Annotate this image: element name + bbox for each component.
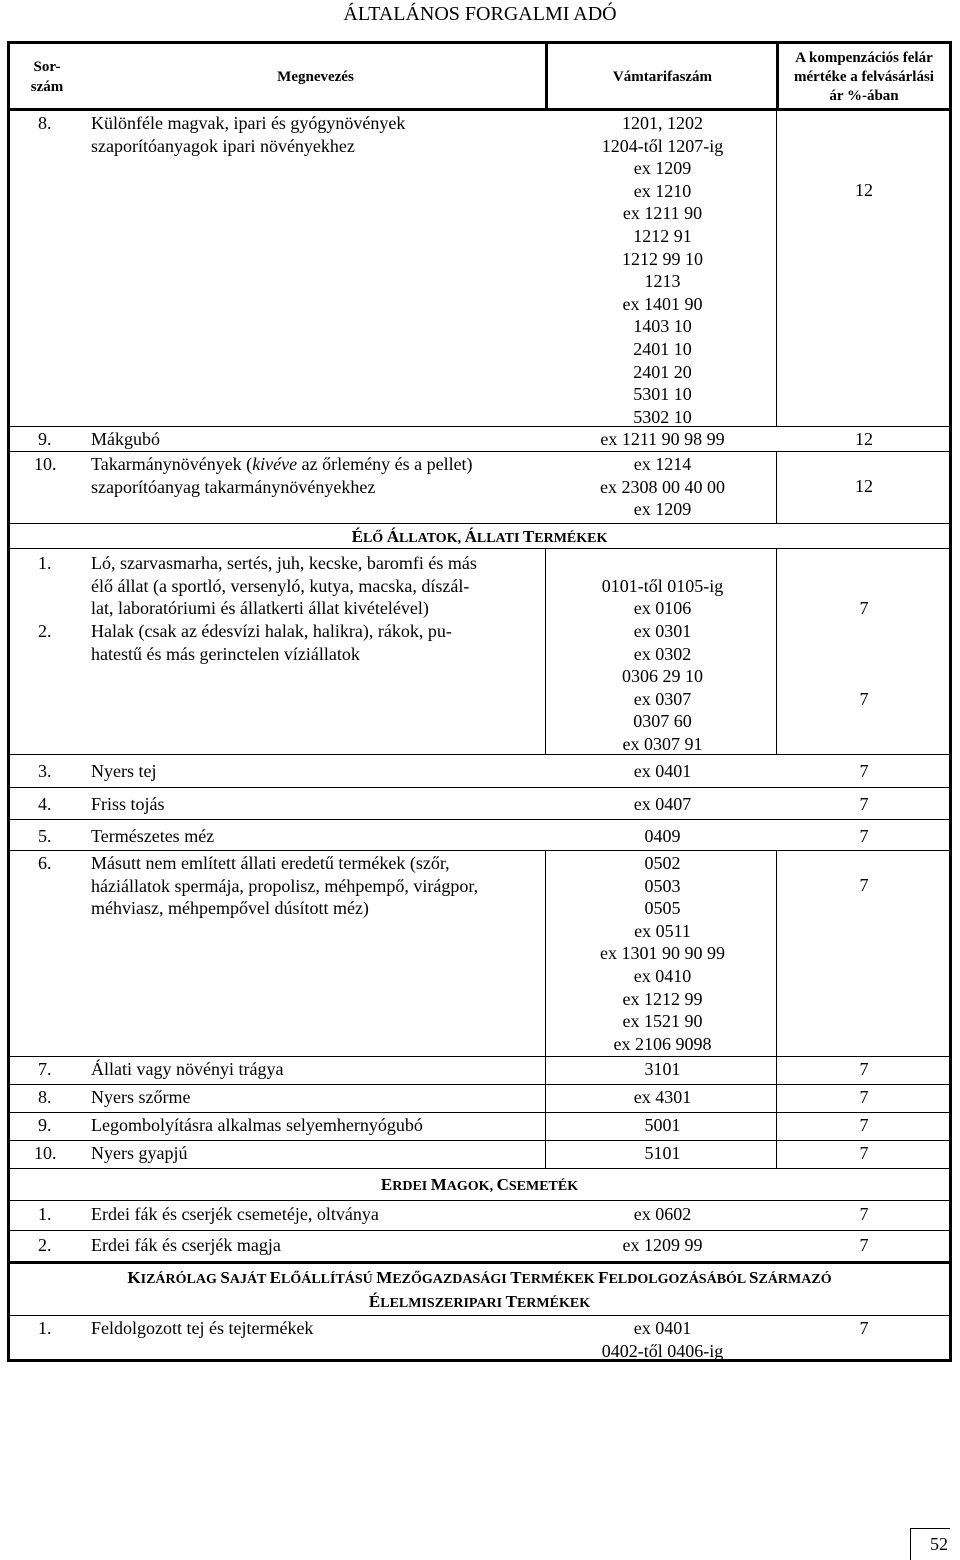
- col-divider: [545, 44, 548, 110]
- row-num: 8.: [38, 113, 52, 133]
- row-codes: [548, 1317, 777, 1362]
- row-code: 5001: [644, 1115, 681, 1135]
- row-rate: 12: [855, 476, 873, 496]
- row-codes: [548, 620, 777, 756]
- tariff-code: ex 1214: [633, 454, 692, 474]
- section-heading-animals: ÉLŐ ÁLLATOK, ÁLLATI TERMÉKEK: [351, 527, 608, 546]
- tariff-code: 1204-től 1207-ig: [601, 135, 724, 156]
- col-divider: [545, 548, 546, 754]
- row-num: 2.: [38, 621, 52, 641]
- col-divider: [776, 44, 779, 110]
- row-divider: [10, 451, 949, 452]
- row-num: 9.: [38, 1115, 52, 1135]
- header-rate-line2: mértéke a felvásárlási: [794, 69, 934, 85]
- row-divider: [10, 787, 949, 788]
- row-rate: 7: [859, 1143, 869, 1163]
- row-name: Friss tojás: [91, 794, 165, 814]
- row-divider: [10, 819, 949, 820]
- row-num: 1.: [38, 1318, 52, 1338]
- tariff-code: 1212 99 10: [622, 248, 703, 269]
- row-num: 5.: [38, 826, 52, 846]
- row-rate: 7: [859, 1115, 869, 1135]
- row-rate: 7: [859, 1087, 869, 1107]
- row-code: 3101: [644, 1059, 681, 1079]
- row-num: 3.: [38, 761, 52, 781]
- row-num: 6.: [38, 853, 52, 873]
- page-number: 52: [910, 1528, 950, 1560]
- row-name: Másutt nem említett állati eredetű termékek (szőr,: [91, 853, 450, 873]
- row-divider: [10, 426, 949, 427]
- row-codes: [548, 453, 777, 521]
- tax-table: [7, 41, 952, 1362]
- col-divider: [776, 110, 777, 426]
- row-codes: [548, 852, 777, 1055]
- row-rate: 7: [859, 1318, 869, 1338]
- row-codes: [548, 575, 777, 620]
- row-code: ex 0401: [633, 761, 692, 781]
- section-divider: [10, 523, 949, 524]
- tariff-code: ex 0301: [633, 621, 692, 641]
- section-heading-forest: ERDEI MAGOK, CSEMETÉK: [380, 1175, 579, 1194]
- row-num: 7.: [38, 1059, 52, 1079]
- row-code: ex 4301: [633, 1087, 692, 1107]
- page-title: ÁLTALÁNOS FORGALMI ADÓ: [343, 3, 617, 25]
- row-code: ex 0602: [633, 1204, 692, 1224]
- row-num: 9.: [38, 429, 52, 449]
- header-num-line2: szám: [30, 79, 64, 95]
- section-divider: [10, 548, 949, 549]
- tariff-code: ex 0106: [633, 598, 692, 619]
- tariff-code: ex 0410: [633, 965, 692, 986]
- row-rate: 7: [859, 1204, 869, 1224]
- row-name: Halak (csak az édesvízi halak, halikra), rákok, pu-: [91, 621, 452, 641]
- row-name: Feldolgozott tej és tejtermékek: [91, 1318, 314, 1338]
- header-num-line1: Sor-: [33, 59, 61, 75]
- row-rate: 7: [859, 761, 869, 781]
- row-rate: 12: [855, 429, 873, 449]
- row-divider: [10, 1084, 949, 1085]
- row-codes: [548, 112, 777, 428]
- tariff-code: ex 1301 90 90 99: [600, 943, 725, 964]
- row-num: 10.: [34, 1143, 57, 1163]
- row-rate: 7: [859, 875, 869, 895]
- tariff-code: ex 0401: [633, 1318, 692, 1338]
- header-name: Megnevezés: [277, 69, 354, 85]
- row-code: ex 1211 90 98 99: [600, 429, 725, 449]
- tariff-code: ex 0307: [633, 688, 692, 709]
- tariff-code: 0503: [644, 875, 681, 896]
- header-divider: [10, 108, 949, 111]
- header-code: Vámtarifaszám: [612, 69, 713, 85]
- tariff-code: 1201, 1202: [622, 113, 703, 133]
- tariff-code: ex 0511: [634, 920, 691, 941]
- tariff-code: 1213: [644, 271, 681, 292]
- tariff-code: 5302 10: [633, 406, 692, 427]
- row-num: 4.: [38, 794, 52, 814]
- row-name: Állati vagy növényi trágya: [91, 1059, 284, 1079]
- col-divider: [545, 1056, 546, 1168]
- row-name: Nyers gyapjú: [91, 1143, 188, 1163]
- tariff-code: 5301 10: [633, 384, 692, 405]
- header-rate-line1: A kompenzációs felár: [795, 50, 933, 66]
- row-name: szaporítóanyagok ipari növényekhez: [91, 135, 355, 156]
- tariff-code: ex 1209: [633, 158, 692, 179]
- tariff-code: ex 0302: [633, 643, 692, 664]
- section-heading-food-line1: KIZÁRÓLAG SAJÁT ELŐÁLLÍTÁSÚ MEZŐGAZDASÁGI TERMÉKEK FELDOLGOZÁSÁBÓL SZÁRMAZÓ: [127, 1268, 832, 1287]
- col-divider: [776, 451, 777, 523]
- tariff-code: 2401 10: [633, 338, 692, 359]
- row-name: méhviasz, méhpempővel dúsított méz): [91, 898, 369, 919]
- tariff-code: 1403 10: [633, 316, 692, 337]
- row-code: ex 0407: [633, 794, 692, 814]
- row-num: 1.: [38, 553, 52, 573]
- row-rate: 7: [859, 598, 869, 618]
- row-name: élő állat (a sportló, versenyló, kutya, macska, díszál-: [91, 575, 470, 596]
- row-code: 0409: [644, 826, 681, 846]
- tariff-code: ex 1401 90: [622, 293, 703, 314]
- section-divider: [10, 1315, 949, 1316]
- col-divider: [776, 850, 777, 1168]
- row-name: Erdei fák és cserjék csemetéje, oltványa: [91, 1204, 379, 1224]
- tariff-code: 0505: [644, 898, 681, 919]
- row-divider: [10, 850, 949, 851]
- row-name: szaporítóanyag takarmánynövényekhez: [91, 476, 376, 497]
- section-heading-food-line2: ÉLELMISZERIPARI TERMÉKEK: [368, 1292, 591, 1311]
- row-name: Nyers tej: [91, 761, 157, 781]
- row-rate: 12: [855, 180, 873, 200]
- header-rate-line3: ár %-ában: [829, 88, 899, 104]
- row-name: hatestű és más gerinctelen víziállatok: [91, 643, 360, 664]
- col-divider: [545, 850, 546, 1056]
- row-name: Különféle magvak, ipari és gyógynövények: [91, 113, 406, 133]
- row-rate: 7: [859, 1235, 869, 1255]
- tariff-code: ex 1210: [633, 180, 692, 201]
- row-rate: 7: [859, 826, 869, 846]
- row-num: 8.: [38, 1087, 52, 1107]
- tariff-code: ex 1211 90: [622, 203, 703, 224]
- tariff-code: ex 1521 90: [622, 1011, 703, 1032]
- row-num: 10.: [34, 454, 57, 474]
- row-name: Nyers szőrme: [91, 1087, 191, 1107]
- row-divider: [10, 754, 949, 755]
- tariff-code: ex 2308 00 40 00: [600, 476, 725, 497]
- row-name: Ló, szarvasmarha, sertés, juh, kecske, baromfi és más: [91, 553, 477, 573]
- tariff-code: ex 1212 99: [622, 988, 703, 1009]
- tariff-code: 0502: [644, 853, 681, 873]
- row-name: Takarmánynövények (kivéve az őrlemény és a pellet): [91, 454, 473, 474]
- row-num: 2.: [38, 1235, 52, 1255]
- row-divider: [10, 1140, 949, 1141]
- row-rate: 7: [859, 689, 869, 709]
- row-name: Mákgubó: [91, 429, 160, 449]
- tariff-code: 0402-től 0406-ig: [601, 1340, 724, 1361]
- row-divider: [10, 1230, 949, 1231]
- tariff-code: ex 2106 9098: [613, 1033, 712, 1054]
- row-divider: [10, 1056, 949, 1057]
- tariff-code: 1212 91: [633, 225, 692, 246]
- row-divider: [10, 1112, 949, 1113]
- tariff-code: ex 0307 91: [622, 733, 703, 754]
- row-code: 5101: [644, 1143, 681, 1163]
- tariff-code: 0306 29 10: [622, 666, 703, 687]
- row-code: ex 1209 99: [622, 1235, 703, 1255]
- row-name: háziállatok spermája, propolisz, méhpempő, virágpor,: [91, 875, 479, 896]
- tariff-code: 0307 60: [633, 711, 692, 732]
- section-divider: [10, 1168, 949, 1169]
- row-name: Legombolyításra alkalmas selyemhernyógubó: [91, 1115, 423, 1135]
- row-rate: 7: [859, 794, 869, 814]
- tariff-code: ex 1209: [633, 499, 692, 520]
- tariff-code: 0101-től 0105-ig: [601, 575, 724, 596]
- row-name: Természetes méz: [91, 826, 215, 846]
- row-name: Erdei fák és cserjék magja: [91, 1235, 281, 1255]
- section-divider: [10, 1261, 949, 1264]
- section-divider: [10, 1200, 949, 1201]
- row-num: 1.: [38, 1204, 52, 1224]
- row-name: lat, laboratóriumi és állatkerti állat kivételével): [91, 598, 429, 619]
- tariff-code: 2401 20: [633, 361, 692, 382]
- col-divider: [776, 548, 777, 754]
- row-rate: 7: [859, 1059, 869, 1079]
